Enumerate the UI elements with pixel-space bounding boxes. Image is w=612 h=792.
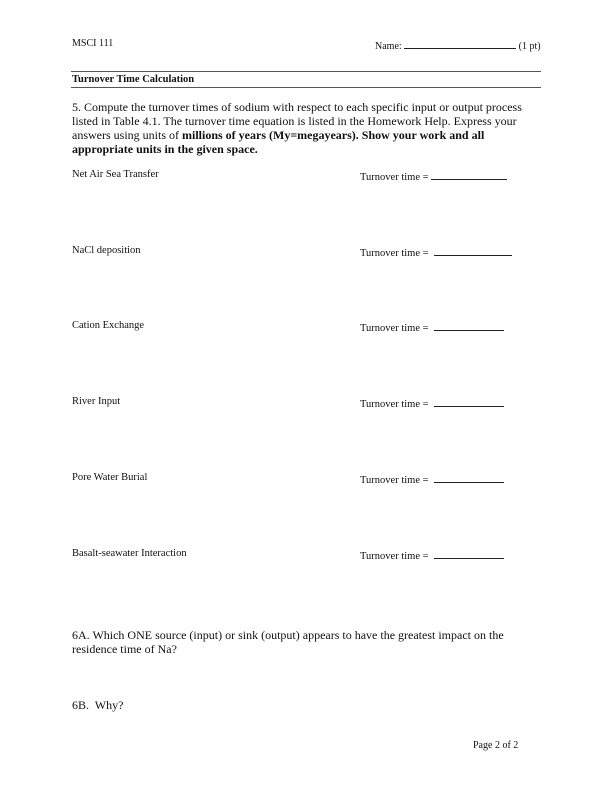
turnover-answer[interactable]	[360, 472, 504, 486]
header-rule-top	[71, 71, 541, 72]
turnover-answer[interactable]	[360, 320, 504, 334]
answer-blank[interactable]	[434, 396, 504, 407]
turnover-answer[interactable]	[360, 548, 504, 562]
question-6a: 6A. Which ONE source (input) or sink (output) appears to have the greatest impact on the residence time of Na?	[72, 628, 504, 656]
turnover-answer[interactable]	[360, 169, 507, 183]
process-label: NaCl deposition	[72, 245, 141, 256]
turnover-label: Turnover time =	[360, 172, 429, 183]
question-5-bold-text: millions of years (My=megayears). Show your work and all appropriate units in the given space.	[72, 128, 485, 156]
answer-blank[interactable]	[434, 548, 504, 559]
name-field[interactable]	[375, 38, 541, 52]
question-5-text: 5. Compute the turnover times of sodium with respect to each specific input or output process listed in Table 4.1. The turnover time equation is listed in the Homework Help. Express your answers using units of	[72, 100, 522, 142]
turnover-label: Turnover time =	[360, 475, 429, 486]
turnover-label: Turnover time =	[360, 323, 429, 334]
answer-blank[interactable]	[434, 245, 512, 256]
name-label: Name:	[375, 41, 402, 52]
answer-blank[interactable]	[431, 169, 507, 180]
turnover-label: Turnover time =	[360, 399, 429, 410]
answer-blank[interactable]	[434, 320, 504, 331]
process-label: Cation Exchange	[72, 320, 145, 331]
turnover-label: Turnover time =	[360, 551, 429, 562]
process-label: Net Air Sea Transfer	[72, 169, 159, 180]
section-title: Turnover Time Calculation	[72, 74, 195, 85]
header-rule-bottom	[71, 87, 541, 88]
answer-blank[interactable]	[434, 472, 504, 483]
turnover-answer[interactable]	[360, 396, 504, 410]
points-label: (1 pt)	[518, 41, 541, 52]
question-6b: 6B. Why?	[72, 698, 124, 712]
process-label: River Input	[72, 396, 121, 407]
turnover-label: Turnover time =	[360, 248, 429, 259]
process-label: Pore Water Burial	[72, 472, 148, 483]
turnover-answer[interactable]	[360, 245, 512, 259]
process-label: Basalt-seawater Interaction	[72, 548, 187, 559]
question-5	[72, 100, 532, 156]
page-number: Page 2 of 2	[473, 740, 519, 751]
course-code: MSCI 111	[72, 38, 114, 49]
name-blank[interactable]	[404, 38, 516, 49]
